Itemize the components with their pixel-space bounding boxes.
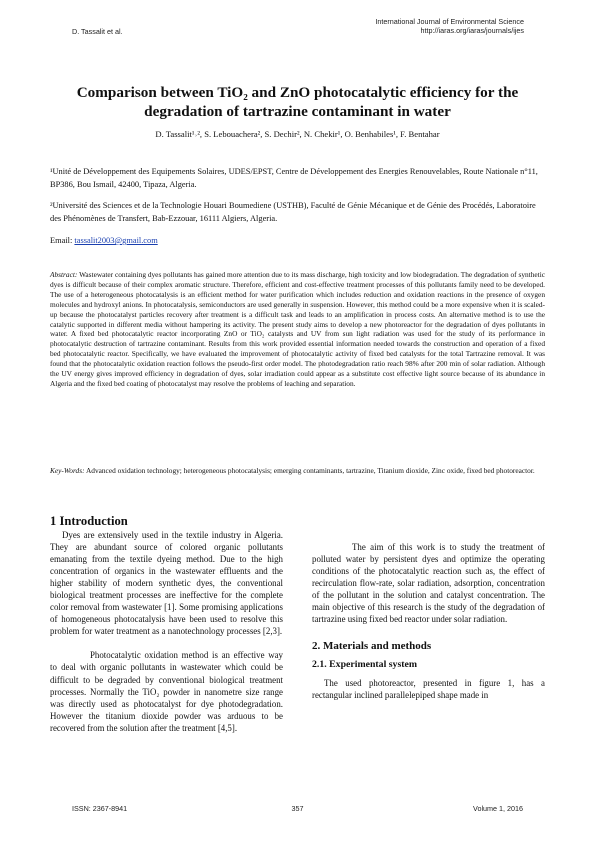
section-heading-methods: 2. Materials and methods (312, 640, 432, 653)
running-head-journal (375, 17, 524, 35)
left-column (50, 514, 283, 734)
paper-title: Comparison between TiO₂ and ZnO photocatalytic efficiency for the degradation of tartrazine contaminant in water (76, 84, 519, 120)
keywords (50, 466, 545, 476)
contact-email (50, 236, 158, 245)
footer-volume: Volume 1, 2016 (473, 804, 523, 813)
footer-page-number: 357 (291, 804, 304, 813)
right-column (312, 514, 545, 701)
footer-issn: ISSN: 2367-8941 (72, 804, 128, 813)
affiliation-2: ²Université des Sciences et de la Technologie Houari Boumediene (USTHB), Faculté de Génie Mécanique et de Génie des Procédés, Laboratoire des Phénomènes de Transfert, Bab-Ezzouar, 16111 Algiers, Algeria. (50, 201, 536, 223)
running-head-authors: D. Tassalit et al. (72, 27, 123, 36)
email-link[interactable]: tassalit2003@gmail.com (74, 236, 158, 245)
subsection-heading-experimental: 2.1. Experimental system (312, 659, 418, 671)
page-footer (72, 804, 523, 814)
keywords-text: Advanced oxidation technology; heterogeneous photocatalysis; emerging contaminants, tartrazine, Titanium dioxide, Zinc oxide, fixed bed photoreactor. (84, 466, 535, 475)
abstract (50, 270, 545, 389)
paragraph: The used photoreactor, presented in figure 1, has a rectangular inclined parallelepiped shape made in (312, 678, 545, 701)
journal-name: International Journal of Environmental Science (375, 17, 524, 26)
paragraph: Dyes are extensively used in the textile industry in Algeria. They are abundant source of colored organic pollutants emanating from the textile dyeing method. Due to the high concentration of organics in the wastewater effluents and the higher stability of modern synthetic dyes, the conventional biological treatment processes are ineffective for the complete color removal from wastewater [1]. Some promising applications of homogeneous photocatalysis have been used to resolve this problem for water treatment as a nanotechnology processes [2,3]. (50, 530, 283, 637)
journal-url: http://iaras.org/iaras/journals/ijes (420, 26, 524, 35)
abstract-label: Abstract: (50, 270, 78, 279)
affiliation-1: ¹Unité de Développement des Equipements Solaires, UDES/EPST, Centre de Développement des Energies Renouvelables, Route Nationale n°11, BP386, Bou Ismail, 42400, Tipaza, Algeria. (50, 167, 538, 189)
paragraph: The aim of this work is to study the treatment of polluted water by persistent dyes and optimize the operating conditions of the photocatalytic reaction such as, the effect of recirculation flow-rate, solar radiation, adsorption, concentration of the pollutant in the solution and catalyst concentration. The main objective of this research is the study of the degradation of tartrazine using fixed bed reactor under solar radiation. (312, 542, 545, 625)
section-heading-introduction: 1 Introduction (50, 514, 128, 528)
email-label: Email: (50, 236, 75, 245)
abstract-text: Wastewater containing dyes pollutants has gained more attention due to its mass discharge, high toxicity and low biodegradation. The degradation of synthetic dyes is difficult because of their complex aromatic structure. Therefore, efficient and cost-effective treatment processes of this pollutants family need to be developed. The use of a heterogeneous photocatalysis is an efficient method for water purification which includes reduction and oxidation reactions in the presence of oxygen molecules and hydroxyl anions. In photocatalysis, semiconductors are used generally in suspension. However, this method could be a more expensive when it is scaled-up because the photocatalyst particles recovery after treatment is a difficult task and leads to an amplification in process costs. An alternative method is to use the catalytic supported in different media without hampering its activity. The present study aims to develop a new photoreactor for the degradation of dyes pollutants in water. A fixed bed photocatalytic reactor incorporating ZnO or TiO₂ catalysts and UV from sun light radiation was used for the study of its performance in photocatalytic destruction of tartrazine contaminant. Results from this work provided essential information needed towards the construction and operation of a fixed bed photocatalytic reactor. Specifically, we have evaluated the improvement of photocatalytic activity of fixed bed catalysts for the total Tartrazine removal. It was found that the photocatalytic oxidation reaction follows the pseudo-first order model. The photodegradation ratio reach 98% after 200 min of solar radiation. Although the UV energy gives improved efficiency in degradation of dyes, solar irradiation could appear as a substitute cost effective light source because of its abundance in Algeria and the fixed bed coating of photocatalyst may resolve the problems of leaching and separation. (50, 270, 545, 388)
author-list: D. Tassalit¹˒², S. Lebouachera², S. Dechir², N. Chekir¹, O. Benhabiles¹, F. Bentahar (155, 129, 440, 139)
keywords-label: Key-Words: (50, 466, 85, 475)
paragraph: Photocatalytic oxidation method is an effective way to deal with organic pollutants in wastewater which could be difficult to be degraded by conventional biological treatment processes. Normally the TiO₂ powder in nanometre size range was directly used as photocatalyst for dye photodegradation. However the titanium dioxide powder was arduous to be recovered from the solution after the treatment [4,5]. (50, 650, 283, 733)
